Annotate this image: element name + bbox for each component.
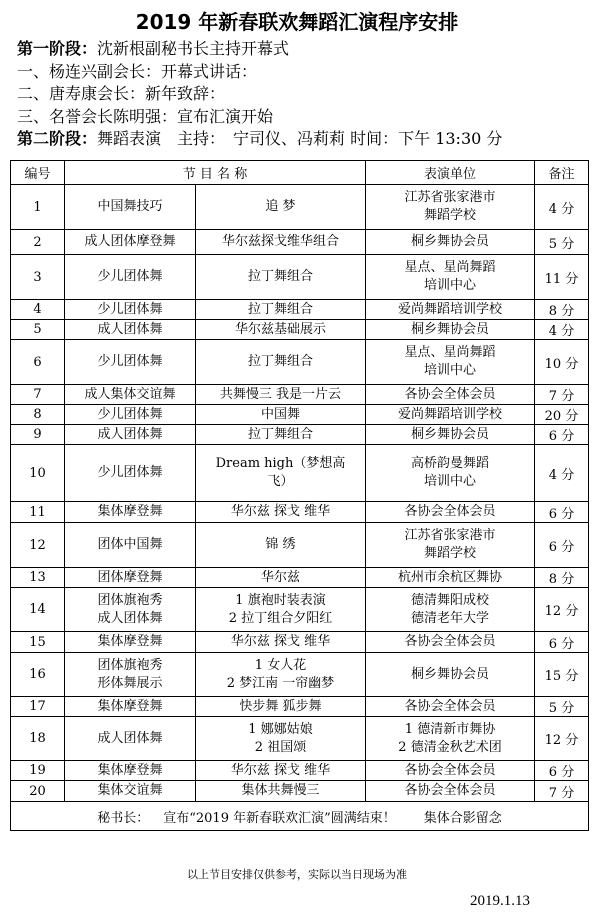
- stage2-text: 舞蹈表演 主持： 宁司仪、冯莉莉 时间：下午 13:30 分: [97, 129, 503, 148]
- table-row: [11, 385, 589, 405]
- row-type: 集体摩登舞: [65, 502, 196, 523]
- row-type: 成人团体舞: [65, 320, 196, 340]
- row-unit: 爱尚舞蹈培训学校: [366, 300, 535, 320]
- row-number: 15: [11, 632, 65, 653]
- row-duration: 6 分: [535, 502, 589, 523]
- document-date: 2019.1.13: [470, 893, 530, 909]
- table-row: [11, 230, 589, 255]
- row-number: 18: [11, 717, 65, 761]
- row-name: 拉丁舞组合: [196, 300, 366, 320]
- row-duration: 10 分: [535, 340, 589, 385]
- row-type: 成人集体交谊舞: [65, 385, 196, 405]
- footer-text: 宣布“2019 年新春联欢汇演”圆满结束！: [163, 810, 396, 826]
- footer-photo: 集体合影留念: [423, 810, 502, 826]
- row-duration: 4 分: [535, 320, 589, 340]
- row-type: 集体摩登舞: [65, 761, 196, 781]
- table-row: [11, 405, 589, 425]
- row-name: 华尔兹 探戈 维华: [196, 632, 366, 653]
- row-name: Dream high（梦想高 飞）: [196, 445, 366, 502]
- row-duration: 5 分: [535, 697, 589, 717]
- table-row: [11, 502, 589, 523]
- opening-item-1: 一、杨连兴副会长：开幕式讲话：: [17, 61, 258, 81]
- table-row: [11, 717, 589, 761]
- row-name: 华尔兹 探戈 维华: [196, 761, 366, 781]
- row-type: 集体交谊舞: [65, 781, 196, 802]
- table-row: [11, 255, 589, 300]
- row-number: 1: [11, 185, 65, 230]
- row-duration: 12 分: [535, 717, 589, 761]
- row-number: 19: [11, 761, 65, 781]
- opening-item-2: 二、唐寿康会长：新年致辞：: [17, 84, 226, 103]
- row-unit: 各协会全体会员: [366, 781, 535, 802]
- table-row: [11, 425, 589, 445]
- row-type: 团体旗袍秀 形体舞展示: [65, 653, 196, 697]
- row-name: 1 旗袍时装表演 2 拉丁组合夕阳红: [196, 588, 366, 632]
- stage2-line: [17, 128, 587, 151]
- row-duration: 12 分: [535, 588, 589, 632]
- stage1-line: [17, 38, 587, 61]
- row-number: 2: [11, 230, 65, 255]
- row-duration: 6 分: [535, 425, 589, 445]
- header-number: 编号: [11, 161, 65, 185]
- table-row: [11, 320, 589, 340]
- row-number: 16: [11, 653, 65, 697]
- row-name: 锦 绣: [196, 523, 366, 568]
- row-name: 拉丁舞组合: [196, 255, 366, 300]
- row-unit: 桐乡舞协会员: [366, 230, 535, 255]
- row-number: 13: [11, 568, 65, 588]
- row-duration: 5 分: [535, 230, 589, 255]
- table-row: [11, 588, 589, 632]
- row-duration: 8 分: [535, 568, 589, 588]
- table-row: [11, 445, 589, 502]
- row-name: 追 梦: [196, 185, 366, 230]
- row-type: 成人团体舞: [65, 717, 196, 761]
- table-header-row: [11, 161, 589, 185]
- header-unit: 表演单位: [366, 161, 535, 185]
- row-name: 共舞慢三 我是一片云: [196, 385, 366, 405]
- row-duration: 4 分: [535, 185, 589, 230]
- row-number: 17: [11, 697, 65, 717]
- row-name: 1 娜娜姑娘 2 祖国颂: [196, 717, 366, 761]
- table-row: [11, 653, 589, 697]
- row-type: 少儿团体舞: [65, 255, 196, 300]
- row-number: 3: [11, 255, 65, 300]
- row-number: 14: [11, 588, 65, 632]
- row-number: 10: [11, 445, 65, 502]
- program-table: [10, 160, 589, 831]
- row-name: 中国舞: [196, 405, 366, 425]
- table-row: [11, 523, 589, 568]
- row-unit: 德清舞阳成校 德清老年大学: [366, 588, 535, 632]
- table-row: [11, 632, 589, 653]
- opening-section: [17, 38, 587, 151]
- table-row: [11, 568, 589, 588]
- table-row: [11, 761, 589, 781]
- row-duration: 4 分: [535, 445, 589, 502]
- row-unit: 各协会全体会员: [366, 385, 535, 405]
- row-name: 集体共舞慢三: [196, 781, 366, 802]
- row-name: 拉丁舞组合: [196, 425, 366, 445]
- row-unit: 各协会全体会员: [366, 632, 535, 653]
- stage2-label: 第二阶段：: [17, 129, 98, 148]
- row-duration: 7 分: [535, 385, 589, 405]
- row-unit: 高桥韵曼舞蹈 培训中心: [366, 445, 535, 502]
- row-name: 华尔兹基础展示: [196, 320, 366, 340]
- row-type: 少儿团体舞: [65, 300, 196, 320]
- row-unit: 各协会全体会员: [366, 761, 535, 781]
- row-duration: 7 分: [535, 781, 589, 802]
- row-name: 拉丁舞组合: [196, 340, 366, 385]
- header-program: 节 目 名 称: [65, 161, 366, 185]
- row-type: 成人团体摩登舞: [65, 230, 196, 255]
- row-type: 团体中国舞: [65, 523, 196, 568]
- row-duration: 6 分: [535, 761, 589, 781]
- row-number: 5: [11, 320, 65, 340]
- row-unit: 各协会全体会员: [366, 697, 535, 717]
- row-type: 团体摩登舞: [65, 568, 196, 588]
- row-name: 快步舞 狐步舞: [196, 697, 366, 717]
- table-row: [11, 300, 589, 320]
- row-type: 少儿团体舞: [65, 340, 196, 385]
- row-unit: 桐乡舞协会员: [366, 320, 535, 340]
- table-row: [11, 185, 589, 230]
- row-unit: 江苏省张家港市 舞蹈学校: [366, 185, 535, 230]
- row-duration: 8 分: [535, 300, 589, 320]
- row-number: 6: [11, 340, 65, 385]
- row-unit: 1 德清新市舞协 2 德清金秋艺术团: [366, 717, 535, 761]
- row-unit: 星点、星尚舞蹈 培训中心: [366, 255, 535, 300]
- row-name: 华尔兹: [196, 568, 366, 588]
- row-type: 成人团体舞: [65, 425, 196, 445]
- stage1-text: 沈新根副秘书长主持开幕式: [97, 39, 290, 58]
- row-number: 4: [11, 300, 65, 320]
- opening-item-3: 三、名誉会长陈明强：宣布汇演开始: [17, 106, 274, 126]
- row-unit: 桐乡舞协会员: [366, 425, 535, 445]
- row-name: 华尔兹 探戈 维华: [196, 502, 366, 523]
- row-duration: 6 分: [535, 523, 589, 568]
- header-note: 备注: [535, 161, 589, 185]
- page-title: 2019 年新春联欢舞蹈汇演程序安排: [135, 10, 459, 34]
- row-type: 中国舞技巧: [65, 185, 196, 230]
- row-unit: 各协会全体会员: [366, 502, 535, 523]
- row-name: 华尔兹探戈维华组合: [196, 230, 366, 255]
- row-duration: 20 分: [535, 405, 589, 425]
- row-duration: 6 分: [535, 632, 589, 653]
- footer-label: 秘书长：: [97, 810, 150, 826]
- row-unit: 江苏省张家港市 舞蹈学校: [366, 523, 535, 568]
- row-unit: 杭州市余杭区舞协: [366, 568, 535, 588]
- row-number: 20: [11, 781, 65, 802]
- row-type: 团体旗袍秀 成人团体舞: [65, 588, 196, 632]
- row-duration: 15 分: [535, 653, 589, 697]
- disclaimer-note: 以上节目安排仅供参考，实际以当日现场为准: [187, 868, 407, 881]
- footer-cell: [11, 802, 589, 831]
- stage1-label: 第一阶段：: [17, 39, 98, 58]
- row-number: 12: [11, 523, 65, 568]
- row-number: 7: [11, 385, 65, 405]
- footer-row: [11, 802, 589, 831]
- row-number: 9: [11, 425, 65, 445]
- row-unit: 桐乡舞协会员: [366, 653, 535, 697]
- row-type: 集体摩登舞: [65, 632, 196, 653]
- row-type: 集体摩登舞: [65, 697, 196, 717]
- row-name: 1 女人花 2 梦江南 一帘幽梦: [196, 653, 366, 697]
- table-row: [11, 340, 589, 385]
- row-unit: 星点、星尚舞蹈 培训中心: [366, 340, 535, 385]
- row-number: 11: [11, 502, 65, 523]
- row-type: 少儿团体舞: [65, 405, 196, 425]
- row-unit: 爱尚舞蹈培训学校: [366, 405, 535, 425]
- table-row: [11, 781, 589, 802]
- row-duration: 11 分: [535, 255, 589, 300]
- row-type: 少儿团体舞: [65, 445, 196, 502]
- table-row: [11, 697, 589, 717]
- row-number: 8: [11, 405, 65, 425]
